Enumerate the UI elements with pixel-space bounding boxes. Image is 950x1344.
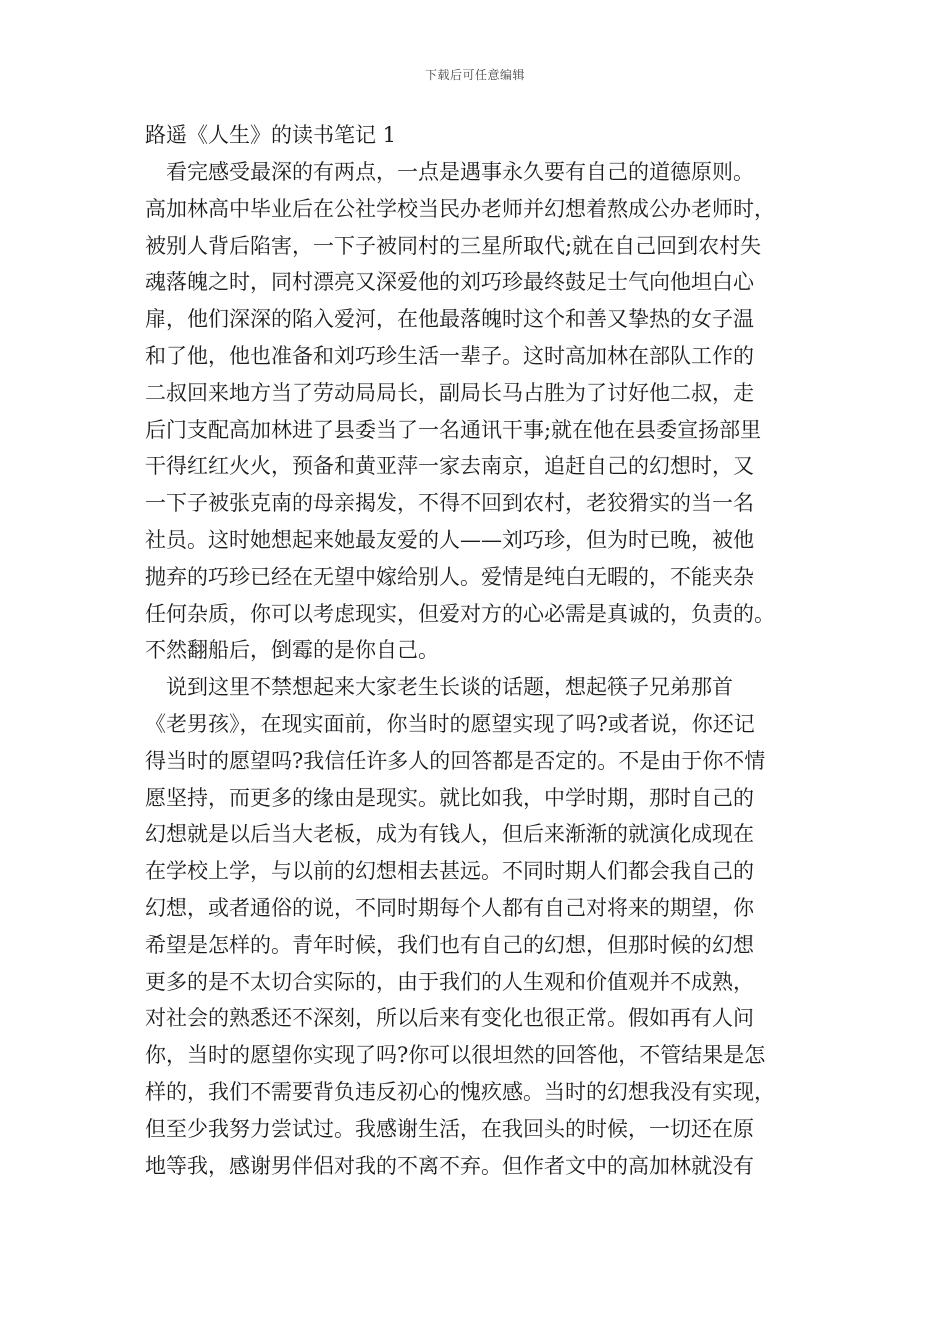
paragraph-line: 但至少我努力尝试过。我感谢生活，在我回头的时候，一切还在原 <box>145 1116 754 1141</box>
paragraph-line: 抛弃的巧珍已经在无望中嫁给别人。爱情是纯白无暇的，不能夹杂 <box>145 564 754 589</box>
paragraph-line: 《老男孩》，在现实面前，你当时的愿望实现了吗?或者说，你还记 <box>145 711 755 736</box>
paragraph-line: 不然翻船后，倒霉的是你自己。 <box>145 638 439 663</box>
paragraph-line: 和了他，他也准备和刘巧珍生活一辈子。这时高加林在部队工作的 <box>145 343 754 368</box>
paragraph-line: 魂落魄之时，同村漂亮又深爱他的刘巧珍最终鼓足士气向他坦白心 <box>145 270 754 295</box>
paragraph-line: 愿坚持，而更多的缘由是现实。就比如我，中学时期，那时自己的 <box>145 785 754 810</box>
paragraph-line: 得当时的愿望吗?我信任许多人的回答都是否定的。不是由于你不情 <box>145 748 766 773</box>
paragraph-line: 地等我，感谢男伴侣对我的不离不弃。但作者文中的高加林就没有 <box>145 1153 754 1178</box>
paragraph-line: 你，当时的愿望你实现了吗?你可以很坦然的回答他，不管结果是怎 <box>145 1043 766 1068</box>
paragraph-line: 样的，我们不需要背负违反初心的愧疚感。当时的幻想我没有实现， <box>145 1079 775 1104</box>
paragraph-line: 希望是怎样的。青年时候，我们也有自己的幻想，但那时候的幻想 <box>145 932 754 957</box>
paragraph-line: 高加林高中毕业后在公社学校当民办老师并幻想着熬成公办老师时， <box>145 196 775 221</box>
paragraph-line: 一下子被张克南的母亲揭发，不得不回到农村，老狡猾实的当一名 <box>145 491 754 516</box>
header-note: 下载后可任意编辑 <box>424 68 525 82</box>
paragraph-line: 后门支配高加林进了县委当了一名通讯干事;就在他在县委宣扬部里 <box>145 417 762 442</box>
paragraph-line: 说到这里不禁想起来大家老生长谈的话题，想起筷子兄弟那首 <box>166 675 733 700</box>
paragraph-line: 二叔回来地方当了劳动局局长，副局长马占胜为了讨好他二叔，走 <box>145 380 754 405</box>
document-body <box>145 154 825 1184</box>
paragraph-line: 干得红红火火，预备和黄亚萍一家去南京，追赶自己的幻想时，又 <box>145 454 754 479</box>
paragraph-line: 任何杂质，你可以考虑现实，但爱对方的心必需是真诚的，负责的。 <box>145 601 775 626</box>
paragraph-line: 幻想，或者通俗的说，不同时期每个人都有自己对将来的期望，你 <box>145 895 754 920</box>
paragraph-line: 扉，他们深深的陷入爱河，在他最落魄时这个和善又挚热的女子温 <box>145 307 754 332</box>
paragraph-line: 对社会的熟悉还不深刻，所以后来有变化也很正常。假如再有人问 <box>145 1006 754 1031</box>
paragraph-line: 幻想就是以后当大老板，成为有钱人，但后来渐渐的就演化成现在 <box>145 822 754 847</box>
document-title: 路遥《人生》的读书笔记 1 <box>145 123 397 147</box>
paragraph-line: 看完感受最深的有两点，一点是遇事永久要有自己的道德原则。 <box>166 160 754 184</box>
paragraph-line: 在学校上学，与以前的幻想相去甚远。不同时期人们都会我自己的 <box>145 859 754 884</box>
paragraph-line: 被别人背后陷害，一下子被同村的三星所取代;就在自己回到农村失 <box>145 233 762 258</box>
paragraph-line: 更多的是不太切合实际的，由于我们的人生观和价值观并不成熟， <box>145 969 754 994</box>
paragraph-line: 社员。这时她想起来她最友爱的人——刘巧珍，但为时已晚，被他 <box>145 527 754 552</box>
